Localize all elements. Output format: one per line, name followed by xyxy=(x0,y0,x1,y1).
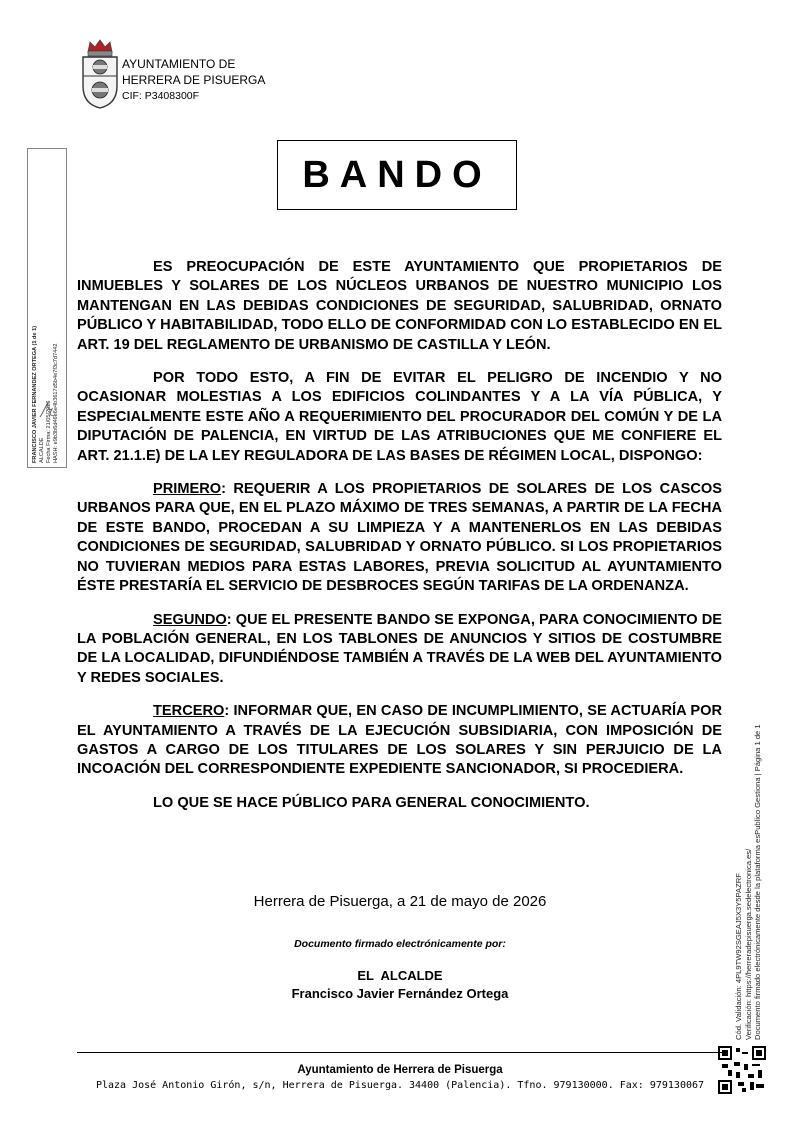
clause-text-primero: : REQUERIR A LOS PROPIETARIOS DE SOLARES DE LOS CASCOS URBANOS PARA QUE, EN EL PLAZO MÁXIMO DE TRES SEMANAS, A PARTIR DE LA FECHA DE ESTE BANDO, PROCEDAN A SU LIMPIEZA Y A MANTENERLOS EN LAS DEBIDAS CONDICIONES DE SEGURIDAD, SALUBRIDAD Y ORNATO PÚBLICO. SI LOS PROPIETARIOS NO TUVIERAN MEDIOS PARA ESTAS LABORES, PREVIA SOLICITUD AL AYUNTAMIENTO ÉSTE PRESTARÍA EL SERVICIO DE DESBROCES SEGÚN TARIFAS DE LA ORDENANZA. xyxy=(77,481,722,595)
signature-hash: HASH: e9b3b6d46e6e4b3617d5b4e7f3c7d7442 xyxy=(53,343,59,463)
validation-code: Cód. Validación: 4PL9TW92SGEAJ5X3Y5PAZRF xyxy=(734,873,743,1040)
coat-of-arms-logo xyxy=(78,38,122,110)
clause-label-primero: PRIMERO xyxy=(153,481,222,498)
clause-text-tercero: : INFORMAR QUE, EN CASO DE INCUMPLIMIENTO, SE ACTUARÍA POR EL AYUNTAMIENTO A TRAVÉS DE LA EJECUCIÓN SUBSIDIARIA, CON IMPOSICIÓN DE GASTOS A CARGO DE LOS TITULARES DE LOS SOLARES Y SIN PERJUICIO DE LA INCOACIÓN DEL CORRESPONDIENTE EXPEDIENTE SANCIONADOR, SI PROCEDIERA. xyxy=(77,703,722,778)
paragraph-disposition: POR TODO ESTO, A FIN DE EVITAR EL PELIGRO DE INCENDIO Y NO OCASIONAR MOLESTIAS A LOS EDIFICIOS COLINDANTES Y A LA VÍA PÚBLICA, Y ESPECIALMENTE ESTE AÑO A REQUERIMIENTO DEL PROCURADOR DEL COMÚN Y DE LA DIPUTACIÓN DE PALENCIA, EN VIRTUD DE LAS ATRIBUCIONES QUE ME CONFIERE EL ART. 21.1.E) DE LA LEY REGULADORA DE LAS BASES DE RÉGIMEN LOCAL, DISPONGO: xyxy=(77,370,722,464)
signer-name: Francisco Javier Fernández Ortega xyxy=(291,986,509,1001)
signer-role: EL ALCALDE xyxy=(357,968,443,983)
municipality-header xyxy=(122,56,265,104)
signature-stamp xyxy=(27,148,67,468)
verification-info xyxy=(734,700,764,1040)
paragraph-preamble: ES PREOCUPACIÓN DE ESTE AYUNTAMIENTO QUE PROPIETARIOS DE INMUEBLES Y SOLARES DE LOS NÚCLEOS URBANOS DE NUESTRO MUNICIPIO LOS MANTENGAN EN LAS DEBIDAS CONDICIONES DE SEGURIDAD, SALUBRIDAD, ORNATO PÚBLICO Y HABITABILIDAD, TODO ELLO DE CONFORMIDAD CON LO ESTABLECIDO EN EL ART. 19 DEL REGLAMENTO DE URBANISMO DE CASTILLA Y LEÓN. xyxy=(77,259,722,353)
signed-electronically-note: Documento firmado electrónicamente por: xyxy=(294,938,506,950)
clause-label-segundo: SEGUNDO xyxy=(153,611,227,628)
document-title: BANDO xyxy=(277,140,517,210)
org-name-line2: HERRERA DE PISUERGA xyxy=(122,73,266,87)
verification-url[interactable]: Verificación: https://herreradepisuerga.sedelectronica.es/ xyxy=(743,848,753,1040)
clause-label-tercero: TERCERO xyxy=(153,703,225,720)
signature-role: ALCALDE xyxy=(39,437,45,463)
signature-date: Fecha Firma: 21/05/2026 xyxy=(46,400,52,463)
place-and-date: Herrera de Pisuerga, a 21 de mayo de 2026 xyxy=(253,893,547,910)
footer-org-name: Ayuntamiento de Herrera de Pisuerga xyxy=(297,1064,503,1076)
paragraph-segundo xyxy=(77,611,722,689)
org-name-line1: AYUNTAMIENTO DE xyxy=(122,57,236,71)
clause-text-segundo: : QUE EL PRESENTE BANDO SE EXPONGA, PARA CONOCIMIENTO DE LA POBLACIÓN GENERAL, EN LOS TABLONES DE ANUNCIOS Y SITIOS DE COSTUMBRE DE LA LOCALIDAD, DIFUNDIÉNDOSE TAMBIÉN A TRAVÉS DE LA WEB DEL AYUNTAMIENTO Y REDES SOCIALES. xyxy=(77,611,722,686)
signer-block xyxy=(0,967,800,1003)
paragraph-closing: LO QUE SE HACE PÚBLICO PARA GENERAL CONOCIMIENTO. xyxy=(153,794,590,811)
footer-address: Plaza José Antonio Girón, s/n, Herrera de Pisuerga. 34400 (Palencia). Tfno. 979130000. Fax: 979130067 xyxy=(95,1080,705,1091)
footer-divider xyxy=(77,1052,722,1053)
platform-note: Documento firmado electrónicamente desde la plataforma esPublico Gestiona | Página 1 de 1 xyxy=(753,724,763,1040)
signature-signer: FRANCISCO JAVIER FERNANDEZ ORTEGA (1 de 1) xyxy=(32,325,38,463)
org-cif: CIF: P3408300F xyxy=(122,90,200,102)
paragraph-tercero xyxy=(77,702,722,780)
paragraph-primero xyxy=(77,480,722,596)
decree-body xyxy=(77,258,722,827)
handwritten-signature-icon xyxy=(36,399,60,421)
